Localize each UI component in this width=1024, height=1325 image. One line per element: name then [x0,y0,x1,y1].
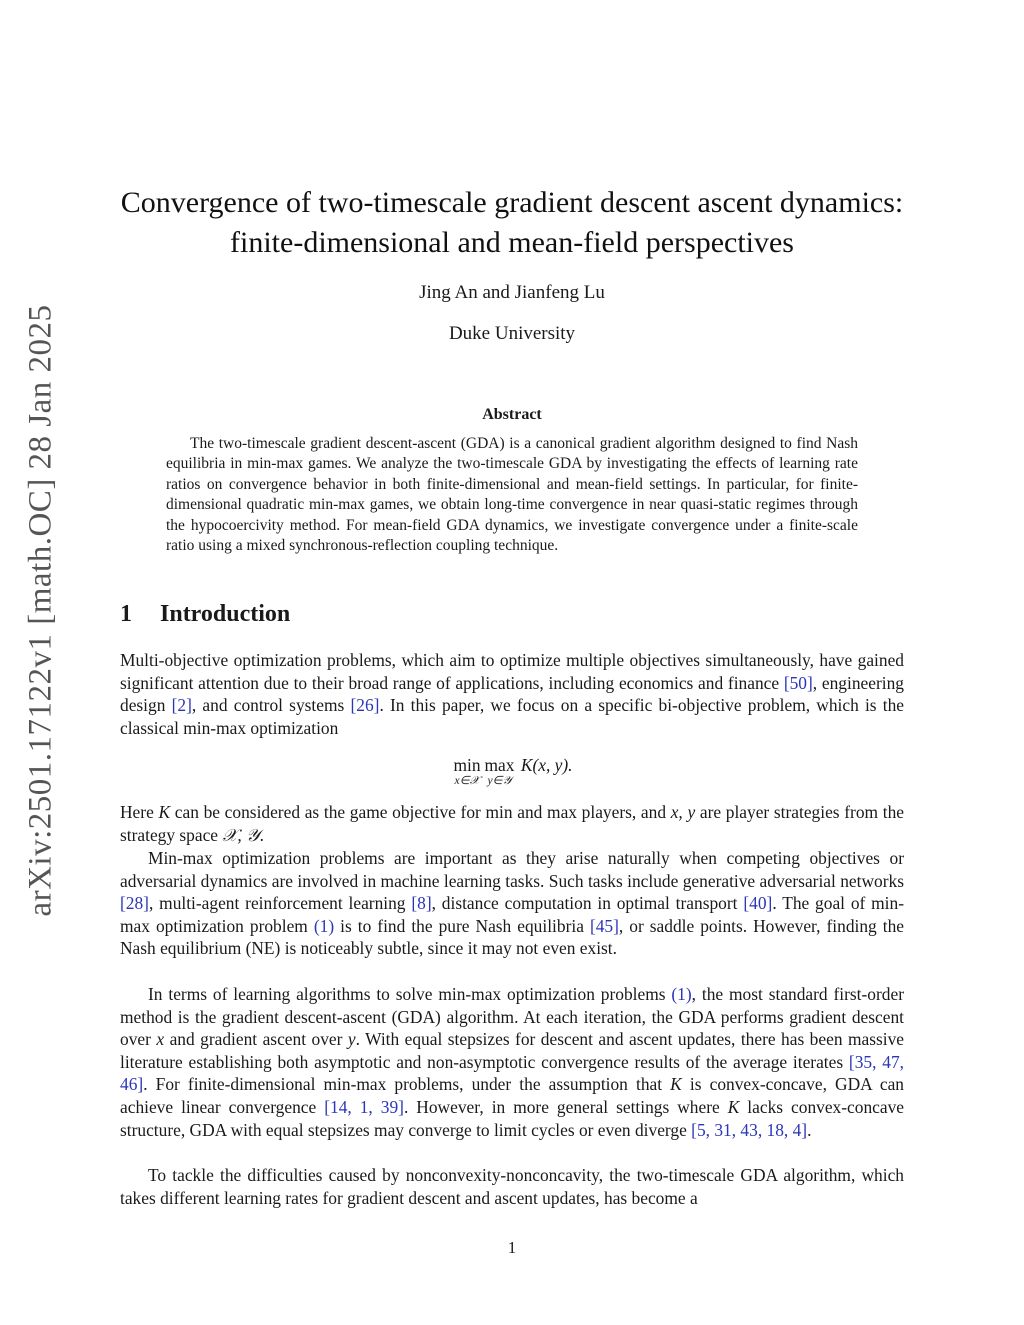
paragraph-4 [120,983,904,1141]
citation-link[interactable]: [50] [783,672,813,693]
equation-body: K(x, y). [520,755,573,775]
text-run: In terms of learning algorithms to solve min-max optimization problems [148,984,672,1004]
max-operator [485,755,515,788]
min-max-equation [0,755,1024,788]
citation-link[interactable]: [14, 1, 39] [324,1096,404,1117]
abstract-text: The two-timescale gradient descent-ascent (GDA) is a canonical gradient algorithm designed to find Nash equilibria in min-max games. We analyze the two-timescale GDA by investigating the effects of learning rate ratios on convergence behavior in both finite-dimensional and mean-field settings. In particular, for finite-dimensional quadratic min-max games, we obtain long-time convergence in near quasi-static regimes through the hypocoercivity method. For mean-field GDA dynamics, we investigate convergence under a finite-scale ratio using a mixed synchronous-reflection coupling technique. [166,435,858,555]
math-symbol: K [670,1074,682,1095]
paragraph-5: To tackle the difficulties caused by nonconvexity-nonconcavity, the two-timescale GDA algorithm, which takes different learning rates for gradient descent and ascent updates, has become a [120,1165,904,1208]
equation-ref-link[interactable]: (1) [671,984,692,1004]
section-number: 1 [120,601,132,627]
math-symbol: x, y [670,802,696,822]
text-run: . The goal of min-max optimization problem [120,893,904,936]
citation-link[interactable]: [2] [171,695,192,716]
min-operator [453,755,480,788]
authors: Jing An and Jianfeng Lu [419,282,605,303]
math-symbol: x [156,1029,165,1050]
text-run: , or saddle points. However, finding the Nash equilibrium (NE) is noticeably subtle, since it may not even exist. [120,915,905,959]
citation-link[interactable]: [28] [120,893,149,914]
section-title: Introduction [160,601,291,627]
text-run: . With equal stepsizes for descent and ascent updates, there has been massive literature establishing both asymptotic and non-asymptotic convergence results of the average iterates [120,1029,905,1072]
title-line-1: Convergence of two-timescale gradient descent ascent dynamics: [120,186,904,219]
math-symbol: 𝒳, 𝒴 [222,824,260,845]
text-run: , distance computation in optimal transport [431,893,744,914]
text-run: can be considered as the game objective for min and max players, and [170,802,671,822]
text-run: , engineering design [120,672,904,716]
text-run: and gradient ascent over [164,1029,348,1050]
arxiv-identifier: arXiv:2501.17122v1 [math.OC] 28 Jan 2025 [22,303,59,917]
text-run: . However, in more general settings where [403,1096,728,1117]
math-symbol: K [727,1096,740,1117]
text-run: Here [120,802,159,822]
text-run: . In this paper, we focus on a specific bi-objective problem, which is the classical min-max optimization [120,695,904,738]
citation-link[interactable]: [5, 31, 43, 18, 4] [691,1119,808,1140]
citation-link[interactable]: [40] [743,893,773,914]
affiliation: Duke University [448,323,576,344]
text-run: Multi-objective optimization problems, which aim to optimize multiple objectives simultaneously, have gained significant attention due to their broad range of applications, including economics and finance [120,650,904,693]
text-run: , and control systems [191,695,351,716]
math-symbol: K [158,802,171,822]
max-subscript: y∈𝒴 [487,775,512,787]
citation-link[interactable]: [8] [411,893,432,914]
text-run: is convex-concave, GDA can achieve linear convergence [120,1074,904,1117]
abstract-heading: Abstract [482,406,542,423]
arxiv-sidebar [18,300,64,920]
text-run: . [259,824,265,845]
page-number: 1 [507,1238,517,1257]
text-run: lacks convex-concave structure, GDA with equal stepsizes may converge to limit cycles or even diverge [120,1096,904,1140]
citation-link[interactable]: [35, 47, 46] [120,1051,904,1095]
text-run: Min-max optimization problems are important as they arise naturally when competing objectives or adversarial dynamics are involved in machine learning tasks. Such tasks include generative adversarial networks [120,848,904,891]
text-run: , the most standard first-order method is the gradient descent-ascent (GDA) algorithm. At each iteration, the GDA performs gradient descent over [120,984,905,1050]
max-text: max [484,755,515,775]
text-run: is to find the pure Nash equilibria [334,915,590,936]
paragraph-3 [120,847,904,960]
min-subscript: x∈𝒳 [454,775,480,787]
text-run: , multi-agent reinforcement learning [148,893,412,914]
citation-link[interactable]: [26] [350,695,380,716]
text-run: . [807,1119,812,1140]
text-run: . For finite-dimensional min-max problems, under the assumption that [143,1074,671,1095]
equation-ref-link[interactable]: (1) [313,915,335,936]
citation-link[interactable]: [45] [589,915,619,936]
text-run: are player strategies from the strategy space [120,802,904,845]
paragraph-2 [120,801,904,846]
paragraph-1 [120,649,904,739]
math-symbol: y [347,1029,356,1050]
section-heading [120,601,290,628]
min-text: min [453,755,481,775]
paper-title [100,183,924,263]
title-line-2: finite-dimensional and mean-field perspectives [230,226,794,259]
